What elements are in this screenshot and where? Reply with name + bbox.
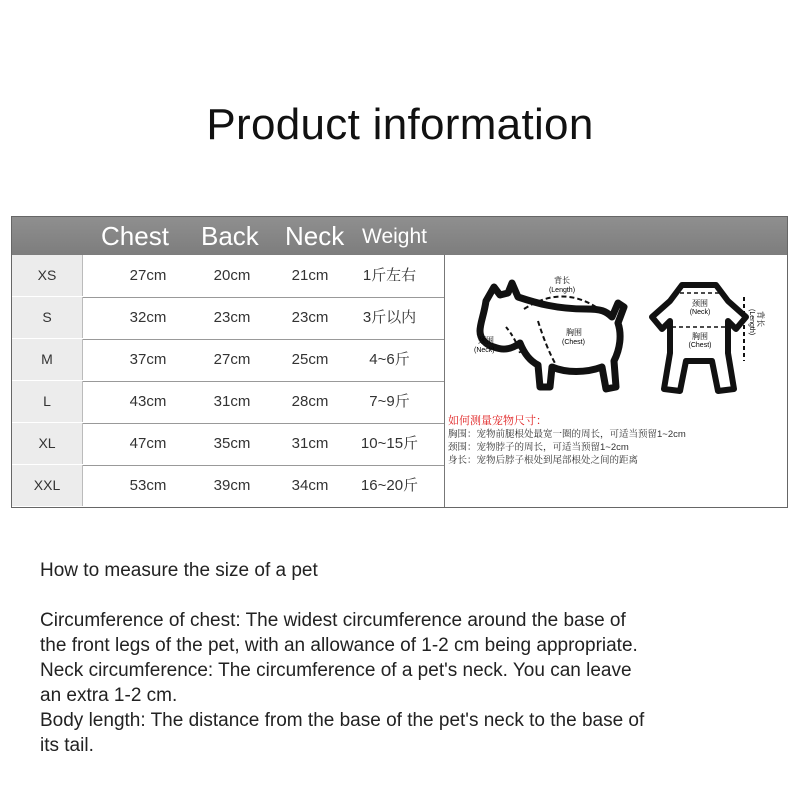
neck-value: 28cm [291,393,329,410]
table-row [12,339,444,382]
chest-cn: 胸围 [566,328,582,337]
chest-value: 27cm [129,267,167,284]
chest-value: 32cm [129,309,167,326]
weight-value: 10~15斤 [360,435,419,452]
notes-title: 如何测量宠物尺寸： [448,415,547,427]
weight-value: 1斤左右 [362,267,417,284]
neck-en: (Neck) [474,347,495,354]
instructions-heading: How to measure the size of a pet [40,560,318,581]
table-row [12,255,444,298]
weight-value: 7~9斤 [369,393,410,410]
chest-value: 37cm [129,351,167,368]
chest-instruction-1: Circumference of chest: The widest circumference around the base of [40,610,626,631]
neck-value: 25cm [291,351,329,368]
shirt-chest-en: (Chest) [688,342,712,349]
shirt-neck-cn: 颈围 [692,299,708,308]
measure-notes-cn [448,414,778,467]
size-label: M [12,339,83,380]
size-label: XXL [12,465,83,506]
notes-line-length: 身长：宠物后脖子根处到尾部根处之间的距离 [448,455,639,466]
chest-value: 53cm [129,477,167,494]
header-back: Back [201,221,259,251]
header-weight: Weight [362,225,427,248]
size-chart-header [12,217,787,255]
dog-outline-icon [480,283,624,389]
chest-value: 47cm [129,435,167,452]
shirt-neck-en: (Neck) [689,309,711,316]
weight-value: 4~6斤 [369,351,410,368]
notes-line-chest: 胸围：宠物前腿根处最宽一圈的周长，可适当预留1~2cm [448,429,686,440]
shirt-chest-cn: 胸围 [692,332,708,341]
page-title: Product information [206,100,594,149]
size-table [12,255,445,507]
neck-value: 23cm [291,309,329,326]
chest-instruction-2: the front legs of the pet, with an allowance of 1-2 cm being appropriate. [40,635,638,656]
body-instruction-1: Body length: The distance from the base of the pet's neck to the base of [40,710,645,731]
back-value: 31cm [213,393,251,410]
size-label: S [12,297,83,338]
neck-value: 34cm [291,477,329,494]
shirt-back-en: (Length) [748,309,755,336]
chest-value: 43cm [129,393,167,410]
shirt-back-cn: 背长 [756,311,765,327]
body-instruction-2: its tail. [40,735,94,756]
table-row [12,297,444,340]
neck-instruction-2: an extra 1-2 cm. [40,685,178,706]
measurement-diagram [446,257,786,507]
back-value: 23cm [213,309,251,326]
measure-instructions [40,558,780,758]
back-value: 27cm [213,351,251,368]
notes-line-neck: 颈围：宠物脖子的周长，可适当预留1~2cm [448,442,629,453]
back-length-en: (Length) [548,287,576,294]
header-neck: Neck [285,221,345,251]
table-row [12,465,444,507]
weight-value: 16~20斤 [360,477,419,494]
back-length-cn: 背长 [554,276,570,285]
table-row [12,423,444,466]
weight-value: 3斤以内 [362,309,417,326]
size-label: L [12,381,83,422]
neck-instruction-1: Neck circumference: The circumference of a pet's neck. You can leave [40,660,632,681]
back-value: 20cm [213,267,251,284]
neck-value: 31cm [291,435,329,452]
table-row [12,381,444,424]
back-value: 39cm [213,477,251,494]
back-value: 35cm [213,435,251,452]
size-label: XS [12,255,83,296]
chest-en: (Chest) [562,339,585,346]
neck-cn: 颈围 [478,336,494,345]
size-label: XL [12,423,83,464]
neck-value: 21cm [291,267,329,284]
header-chest: Chest [101,221,169,251]
